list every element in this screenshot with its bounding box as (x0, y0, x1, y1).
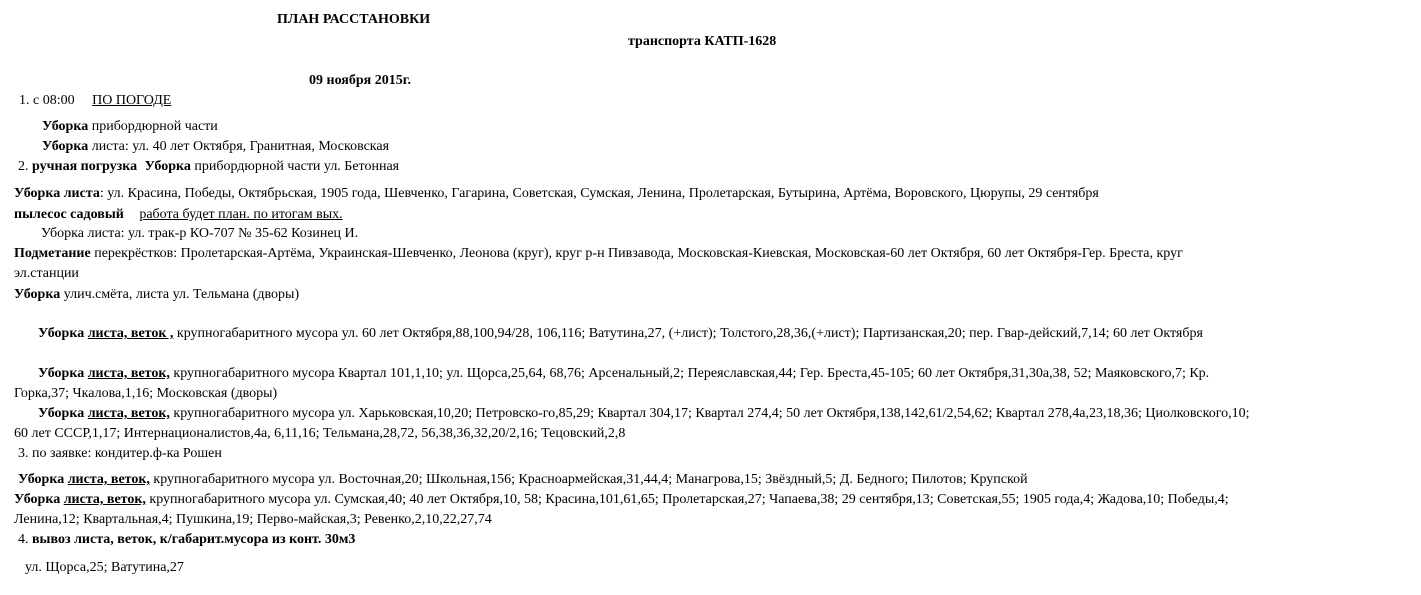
line-bulky-3-cont: 60 лет СССР,1,17; Интернационалистов,4а, 6,11,16; Тельмана,28,72, 56,38,36,32,20/2,16; Тецовский,2,8 (14, 426, 626, 441)
line-bulky-5 (14, 491, 1229, 509)
line-label: Уборка (42, 119, 89, 134)
line-text: крупногабаритного мусора ул. Восточная,20; Школьная,156; Красноармейская,31,44,4; Манагрова,15; Звёздный,5; Д. Бедного; Пилотов; Крупской (149, 472, 1028, 487)
line-label: Уборка листа (14, 186, 100, 201)
line-text: прибордюрной части ул. Бетонная (190, 159, 400, 174)
item-1-time: с 08:00 (33, 93, 75, 108)
line-label-underlined: листа, веток , (87, 326, 174, 341)
document-date: 09 ноября 2015г. (309, 73, 412, 88)
vacuum-note: работа будет план. по итогам вых. (139, 207, 343, 222)
item-4-number: 4. (18, 532, 29, 547)
line-label: вывоз листа, веток, к/габарит.мусора из конт. 30м3 (32, 532, 356, 547)
line-text: листа: ул. 40 лет Октября, Гранитная, Московская (88, 139, 390, 154)
line-container-removal: ул. Щорса,25; Ватутина,27 (25, 560, 184, 575)
line-leaf-cleaning-streets (14, 185, 1099, 203)
line-label-underlined: листа, веток, (87, 366, 170, 381)
line-label: Уборка (14, 492, 61, 507)
item-1-number: 1. (19, 93, 30, 108)
line-label: Уборка (38, 326, 85, 341)
line-bulky-4 (18, 471, 1028, 489)
item-2-number: 2. (18, 159, 29, 174)
line-bulky-2 (38, 365, 1209, 383)
line-leaf-cleaning-1 (42, 138, 389, 156)
line-bulky-1 (38, 325, 1203, 343)
line-text: прибордюрной части (88, 119, 218, 134)
line-vacuum (14, 206, 343, 224)
line-label: Подметание (14, 246, 91, 261)
line-text: крупногабаритного мусора ул. Харьковская,10,20; Петровско-го,85,29; Квартал 304,17; Квартал 274,4; 50 лет Октября,138,142,61/2,54,62; Квартал 278,4а,23,18,36; Циолковского,10; (169, 406, 1250, 421)
line-label: Уборка (38, 366, 85, 381)
line-bulky-2-cont: Горка,37; Чкалова,1,16; Московская (дворы) (14, 386, 278, 401)
line-sweeping (14, 245, 1183, 263)
line-text: по заявке: кондитер.ф-ка Рошен (32, 446, 222, 461)
line-label: Уборка (18, 472, 65, 487)
line-label: Уборка (42, 139, 89, 154)
line-label-underlined: листа, веток, (87, 406, 170, 421)
document-subtitle: транспорта КАТП-1628 (628, 34, 777, 49)
line-text: перекрёстков: Пролетарская-Артёма, Украинская-Шевченко, Леонова (круг), круг р-н Пивзавода, Московская-Киевская, Московская-60 лет Октября, 60 лет Октября-Гер. Бреста, круг (90, 246, 1183, 261)
item-2-row (18, 158, 399, 176)
line-text: крупногабаритного мусора ул. Сумская,40; 40 лет Октября,10, 58; Красина,101,61,65; Пролетарская,27; Чапаева,38; 29 сентября,13; Советская,55; 1905 года,4; Жадова,10; Победы,4; (145, 492, 1229, 507)
line-sweeping-cont: эл.станции (14, 266, 79, 281)
item-3-number: 3. (18, 446, 29, 461)
line-label: Уборка (38, 406, 85, 421)
line-text: крупногабаритного мусора ул. 60 лет Октября,88,100,94/28, 106,116; Ватутина,27, (+лист); Толстого,28,36,(+лист); Партизанская,20; пер. Гвар-дейский,7,14; 60 лет Октября (173, 326, 1203, 341)
item-4-row (18, 531, 355, 549)
line-label: Уборка (144, 159, 191, 174)
item-3-row (18, 445, 222, 463)
line-label: ручная погрузка (32, 159, 138, 174)
line-label-underlined: листа, веток, (63, 492, 146, 507)
line-text: крупногабаритного мусора Квартал 101,1,10; ул. Щорса,25,64, 68,76; Арсенальный,2; Переяславская,44; Гер. Бреста,45-105; 60 лет Октября,31,30а,38, 52; Маяковского,7; Кр. (169, 366, 1210, 381)
weather-note: ПО ПОГОДЕ (92, 93, 172, 108)
line-label: пылесос садовый (14, 207, 124, 222)
document-title: ПЛАН РАССТАНОВКИ (277, 12, 431, 27)
item-1-row (19, 92, 171, 110)
line-label-underlined: листа, веток, (67, 472, 150, 487)
line-tractor: Уборка листа: ул. трак-р КО-707 № 35-62 Козинец И. (41, 226, 359, 241)
line-text: : ул. Красина, Победы, Октябрьская, 1905 года, Шевченко, Гагарина, Советская, Сумская, Ленина, Пролетарская, Бутырина, Артёма, Воровского, Цюрупы, 29 сентября (99, 186, 1099, 201)
line-telmana (14, 286, 299, 304)
line-text: улич.смёта, листа ул. Тельмана (дворы) (60, 287, 300, 302)
line-bulky-5-cont: Ленина,12; Квартальная,4; Пушкина,19; Перво-майская,3; Ревенко,2,10,22,27,74 (14, 512, 492, 527)
line-label: Уборка (14, 287, 61, 302)
line-bulky-3 (38, 405, 1250, 423)
line-curb-cleaning (42, 118, 218, 136)
